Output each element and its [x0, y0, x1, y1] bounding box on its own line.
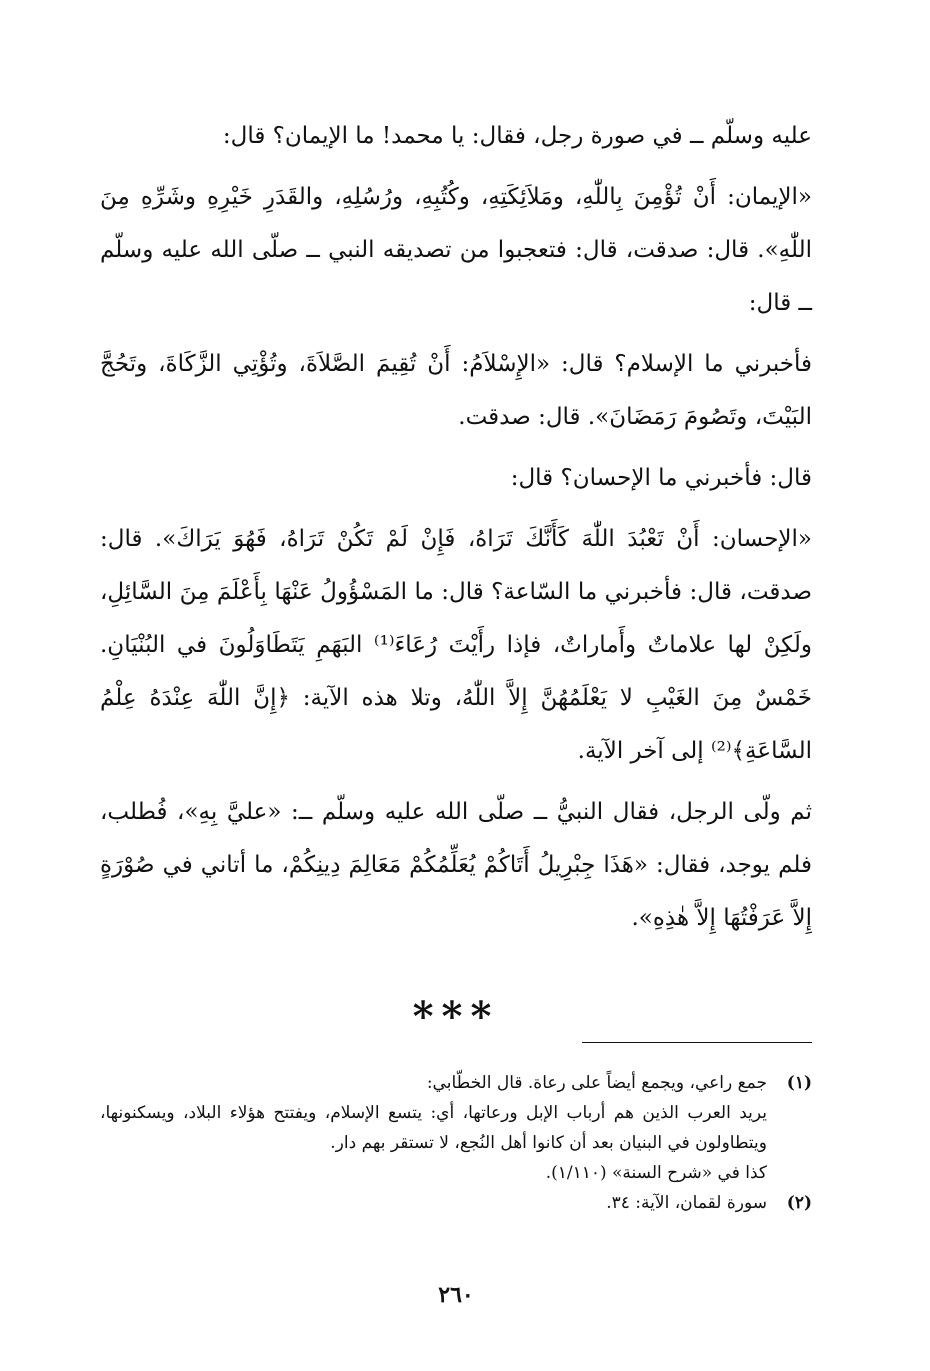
footnote-line: يريد العرب الذين هم أرباب الإبل ورعاتها، أي: يتسع الإسلام، ويفتتح هؤلاء البلاد، ويسكنونها، ويتطاولون في البنيان بعد أن كانوا أهل النُجع، لا تستقر بهم دار.: [100, 1103, 767, 1153]
footnote-number: (١): [786, 1073, 812, 1093]
paragraph-3: فأخبرني ما الإسلام؟ قال: «الإِسْلاَمُ: أَنْ تُقِيمَ الصَّلاَةَ، وتُؤْتِي الزَّكَاةَ، وتَحُجَّ البَيْتَ، وتَصُومَ رَمَضَانَ». قال: صدقت.: [100, 351, 813, 430]
paragraph-2: «الإيمان: أَنْ تُؤْمِنَ بِاللّٰهِ، ومَلاَئِكَتِهِ، وكُتُبِهِ، ورُسُلِهِ، والقَدَرِ خَيْرِهِ وشَرِّهِ مِنَ اللّٰهِ». قال: صدقت، قال: فتعجبوا من تصديقه النبي ــ صلّى الله عليه وسلّم ــ قال:: [100, 184, 812, 316]
footnote-number: (٢): [786, 1193, 812, 1213]
document-page: [100, 110, 812, 1340]
footnote-1: [100, 1068, 812, 1188]
footnote-line: سورة لقمان، الآية: ٣٤.: [606, 1193, 767, 1213]
footnote-line: كذا في «شرح السنة» (١/١١٠).: [545, 1163, 767, 1183]
page-number: ٢٦٠: [438, 1282, 474, 1308]
paragraph-4: قال: فأخبرني ما الإحسان؟ قال:: [510, 465, 812, 491]
footnote-body: [100, 1188, 767, 1218]
footnote-2: [100, 1188, 812, 1218]
footnote-divider: [582, 1042, 812, 1043]
footnotes: [100, 1068, 812, 1218]
section-separator: ***: [412, 993, 500, 1040]
footnote-line: جمع راعي، ويجمع أيضاً على رعاة. قال الخطّابي:: [426, 1073, 767, 1093]
footnote-body: [100, 1068, 767, 1188]
paragraph-6: ثم ولّى الرجل، فقال النبيُّ ــ صلّى الله عليه وسلّم ــ: «عليَّ بِهِ»، فُطلب، فلم يوجد، فقال: «هَذَا جِبْرِيلُ أَتَاكُمْ يُعَلِّمُكُمْ مَعَالِمَ دِينِكُمْ، ما أتاني في صُوْرَةٍ إِلاَّ عَرَفْتُهَا إِلاَّ هٰذِهِ».: [100, 799, 812, 931]
paragraph-5: «الإحسان: أَنْ تَعْبُدَ اللّٰهَ كَأَنَّكَ تَرَاهُ، فَإِنْ لَمْ تَكُنْ تَرَاهُ، فَهُوَ يَرَاكَ». قال: صدقت، قال: فأخبرني ما السّاعة؟ قال: ما المَسْؤُولُ عَنْهَا بِأَعْلَمَ مِنَ السَّائِلِ، ولَكِنْ لها علاماتٌ وأَماراتٌ، فإذا رأَيْتَ رُعَاءَ⁽¹⁾ البَهَمِ يَتَطَاوَلُونَ في البُنْيَانِ. خَمْسٌ مِنَ الغَيْبِ لا يَعْلَمُهُنَّ إِلاَّ اللّٰهُ، وتلا هذه الآية: ﴿إِنَّ اللّٰهَ عِنْدَهُ عِلْمُ السَّاعَةِ﴾⁽²⁾ إلى آخر الآية.: [100, 526, 812, 764]
paragraph-1: عليه وسلّم ــ في صورة رجل، فقال: يا محمد! ما الإيمان؟ قال:: [222, 123, 812, 149]
